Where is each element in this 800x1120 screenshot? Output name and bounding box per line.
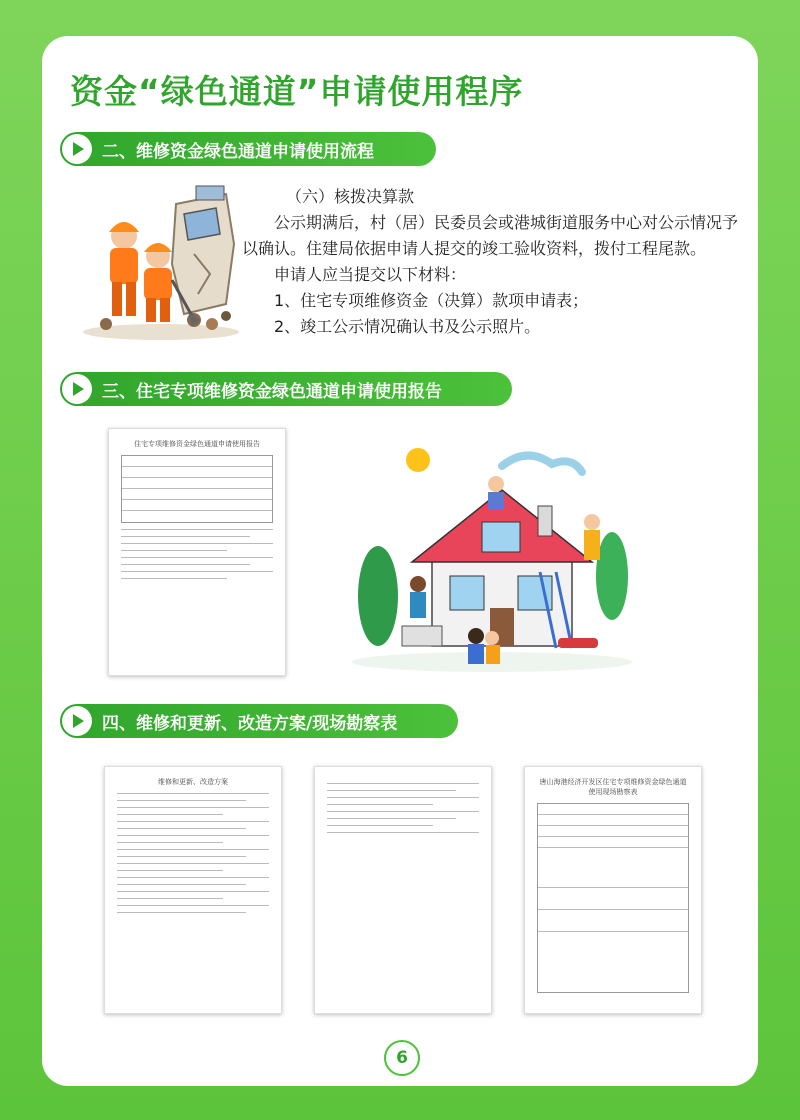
section-header-plan-survey [60, 704, 458, 738]
house-repair-illustration [342, 426, 642, 676]
materials-intro: 申请人应当提交以下材料： [274, 265, 467, 284]
section-header-report [60, 372, 512, 406]
material-item: 1、住宅专项维修资金（决算）款项申请表； [274, 291, 589, 310]
play-icon [62, 374, 92, 404]
play-icon [62, 134, 92, 164]
page-number: 6 [384, 1040, 420, 1076]
survey-table-document [524, 766, 702, 1014]
workers-illustration [76, 184, 246, 344]
step-paragraph: 公示期满后，村（居）民委员会或港城街道服务中心对公示情况予以确认。住建局依据申请人提交的竣工验收资料，拨付工程尾款。 [242, 213, 739, 258]
page-title: 资金“绿色通道”申请使用程序 [70, 72, 524, 111]
document-title: 住宅专项维修资金绿色通道申请使用报告 [134, 440, 260, 448]
report-document-thumbnail [108, 428, 286, 676]
plan-document-page-2 [314, 766, 492, 1014]
section-header-process [60, 132, 436, 166]
section-label: 三、住宅专项维修资金绿色通道申请使用报告 [102, 381, 442, 402]
section-label: 四、维修和更新、改造方案/现场勘察表 [102, 713, 398, 734]
play-icon [62, 706, 92, 736]
step-heading: （六）核拨决算款 [286, 187, 415, 206]
step-text [242, 184, 742, 340]
content-card [42, 36, 758, 1086]
plan-document-page-1 [104, 766, 282, 1014]
document-title: 唐山海港经济开发区住宅专项维修资金绿色通道使用现场勘察表 [539, 778, 687, 796]
material-item: 2、竣工公示情况确认书及公示照片。 [274, 317, 541, 336]
document-title: 维修和更新、改造方案 [158, 778, 228, 786]
section-label: 二、维修资金绿色通道申请使用流程 [102, 141, 374, 162]
